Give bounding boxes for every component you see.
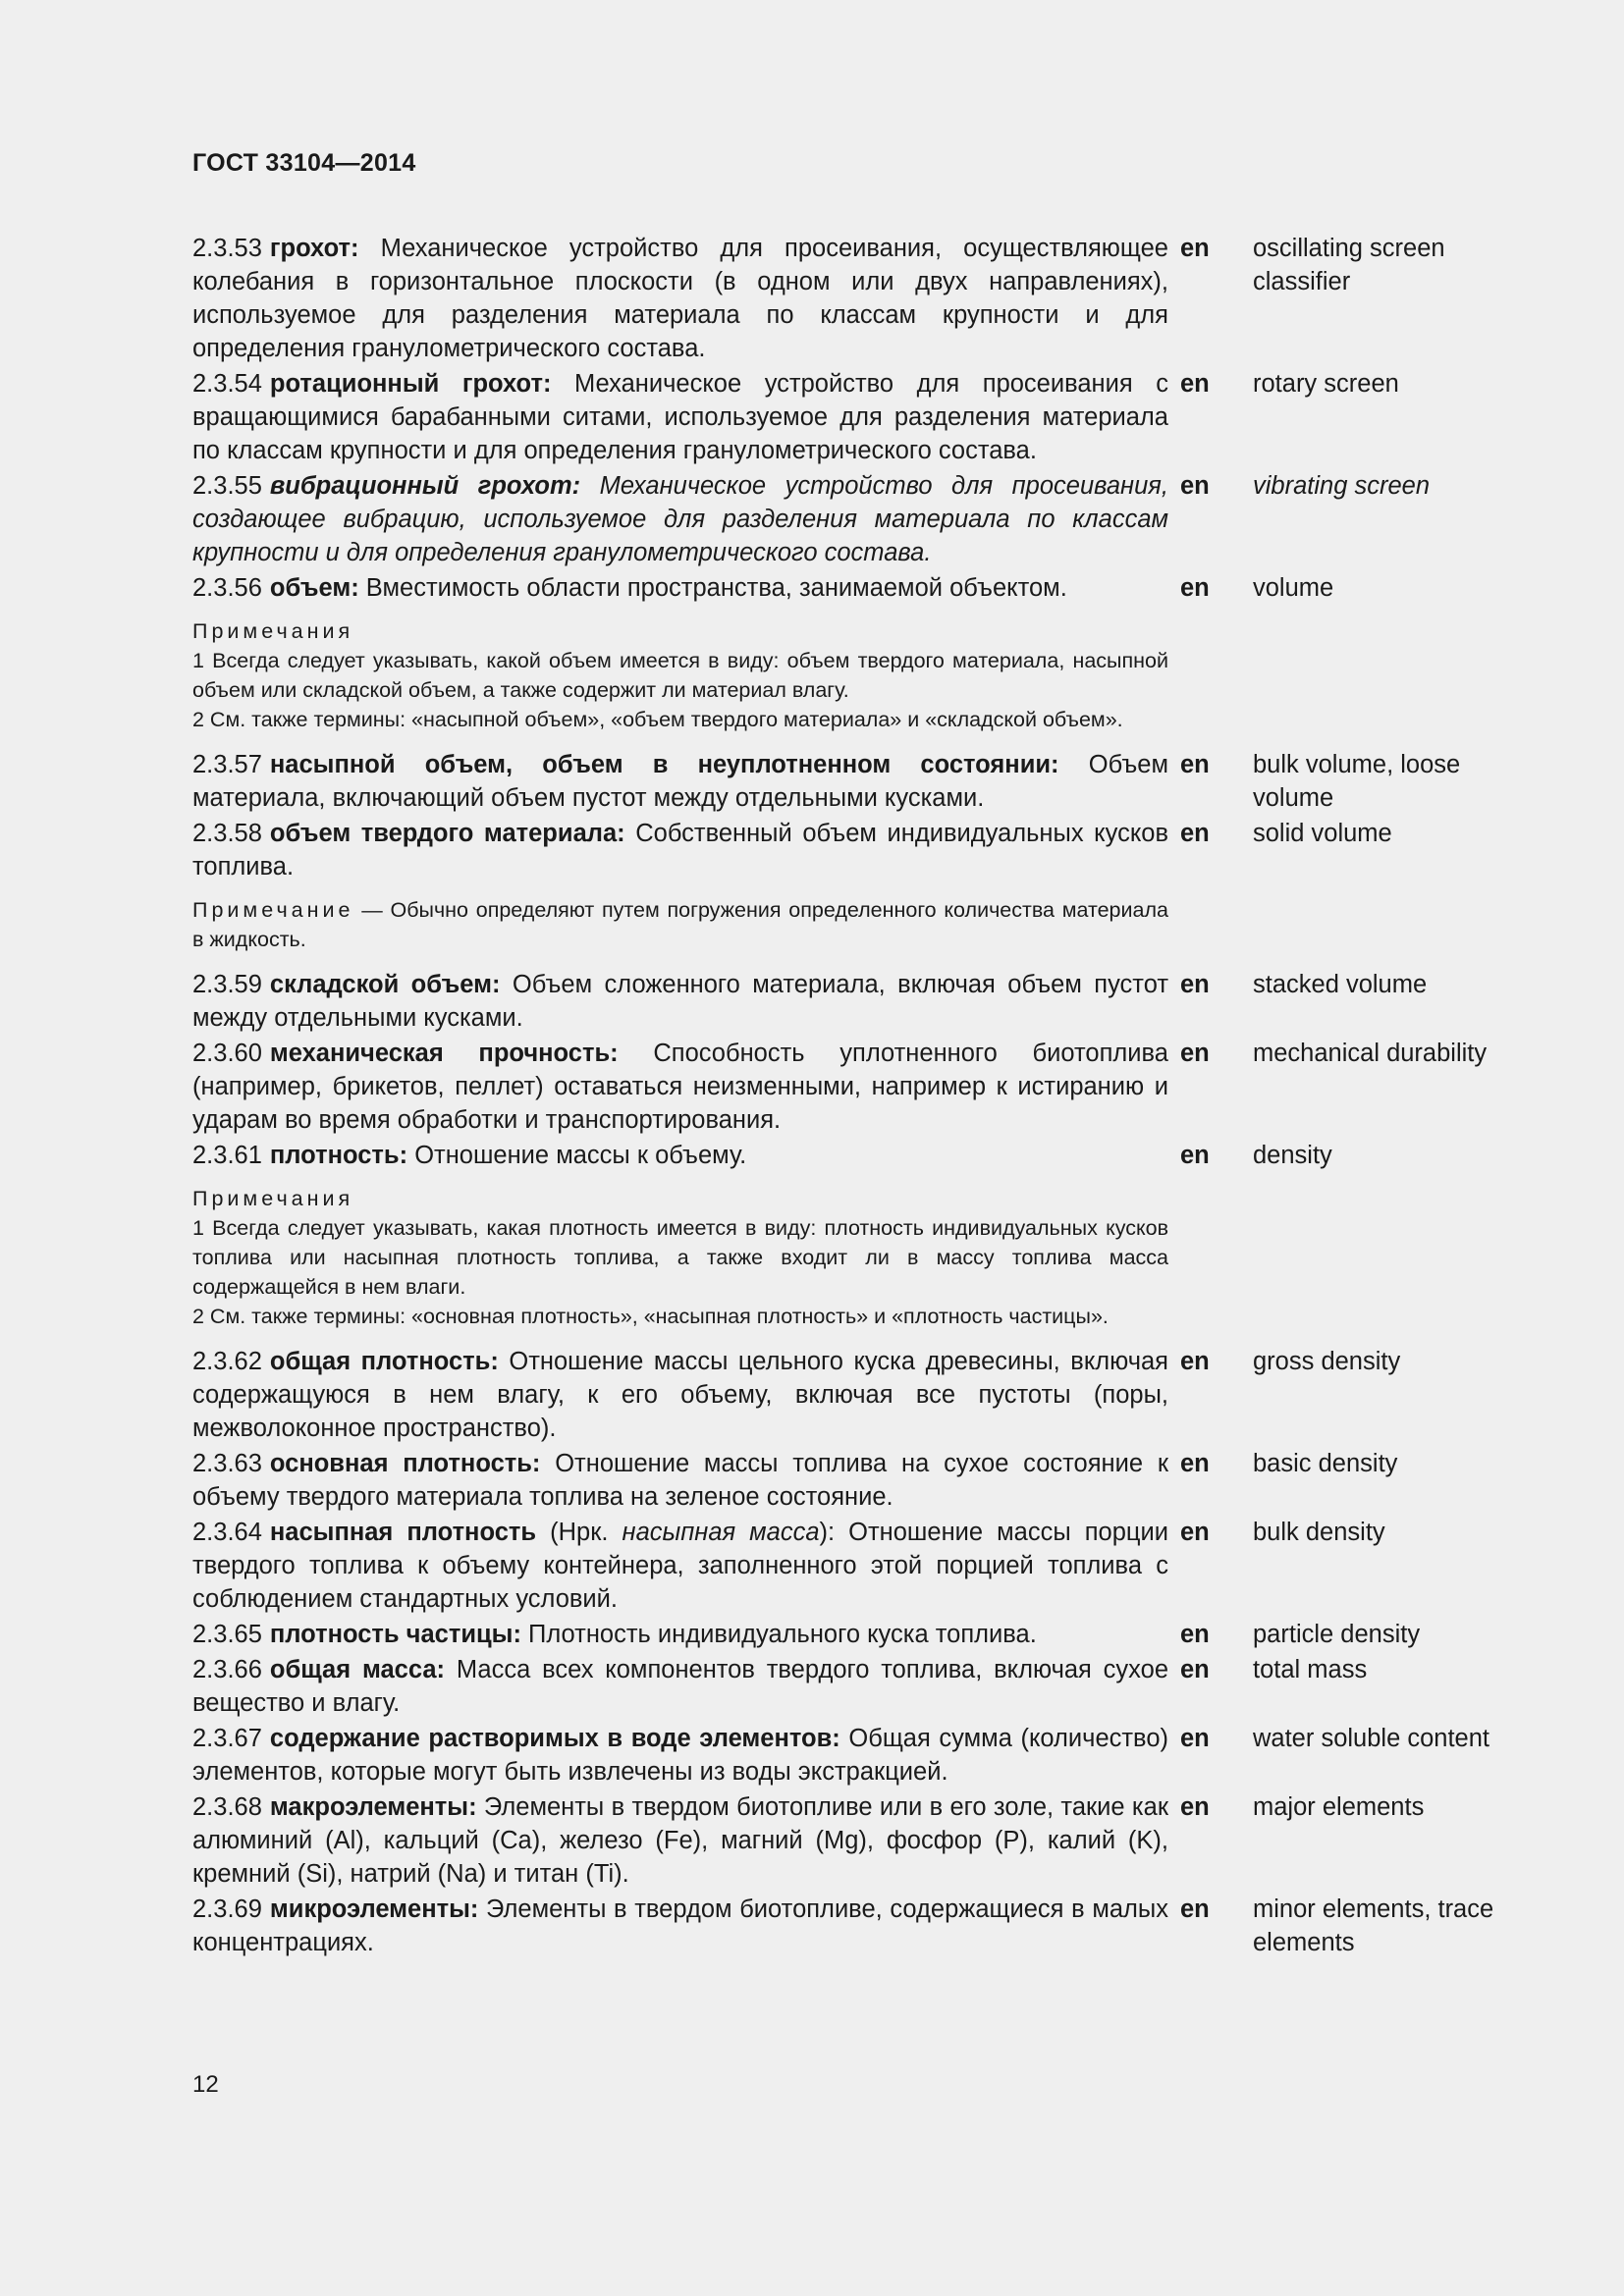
term-definition [192, 232, 1168, 365]
term-name: объем твердого материала: [269, 820, 625, 847]
page-number: 12 [192, 2071, 219, 2098]
lang-code: en [1180, 1040, 1210, 1067]
term-definition [192, 1139, 1168, 1172]
term-entry [192, 968, 1538, 1035]
term-definition [192, 1618, 1168, 1651]
term-number: 2.3.61 [192, 1142, 262, 1169]
term-def: Элементы в твердом биотопливе или в его золе, такие как алюминий (Al), кальций (Ca), железо (Fe), магний (Mg), фосфор (P), калий (K), кремний (Si), натрий (Na) и титан (Ti). [192, 1793, 1168, 1888]
term-name: механическая прочность: [269, 1040, 619, 1067]
note-title: Примечания [192, 619, 354, 643]
note-dash: — [353, 898, 391, 922]
term-name: насыпная плотность [269, 1519, 537, 1546]
term-entry [192, 1618, 1538, 1651]
term-number: 2.3.57 [192, 751, 262, 778]
term-definition [192, 1345, 1168, 1445]
term-equivalent: mechanical durability [1253, 1040, 1488, 1067]
term-equivalent: minor elements, trace elements [1253, 1896, 1494, 1956]
note-block [192, 1184, 1168, 1331]
term-definition [192, 1447, 1168, 1514]
term-name: содержание растворимых в воде элементов: [269, 1725, 840, 1752]
term-definition [192, 1037, 1168, 1137]
term-equivalent: solid volume [1253, 820, 1392, 847]
term-def: Отношение массы к объему. [414, 1142, 747, 1169]
term-def: Плотность индивидуального куска топлива. [528, 1621, 1037, 1648]
term-def: Механическое устройство для просеивания, осуществляющее колебания в горизонтальное плоскости (в одном или двух направлениях), используемое для разделения материала по классам крупности и для определения гранулометрического состава. [192, 235, 1168, 362]
term-entry [192, 1447, 1538, 1514]
term-equivalent: density [1253, 1142, 1332, 1169]
term-deprecated: насыпная масса [622, 1519, 820, 1546]
note-block [192, 616, 1168, 734]
term-number: 2.3.58 [192, 820, 262, 847]
term-entry [192, 1893, 1538, 1959]
term-equivalent: bulk volume, loose volume [1253, 751, 1461, 812]
lang-code: en [1180, 1450, 1210, 1477]
lang-code: en [1180, 1793, 1210, 1821]
note-line: 1 Всегда следует указывать, какой объем имеется в виду: объем твердого материала, насыпной объем или складской объем, а также содержит ли материал влагу. [192, 649, 1168, 702]
term-number: 2.3.69 [192, 1896, 262, 1923]
term-name: грохот: [269, 235, 359, 262]
term-name: ротационный грохот: [269, 370, 552, 398]
term-entry [192, 1722, 1538, 1789]
lang-code: en [1180, 751, 1210, 778]
term-def: Объем материала, включающий объем пустот между отдельными кусками. [192, 751, 1168, 812]
lang-code: en [1180, 1656, 1210, 1683]
term-def: Объем сложенного материала, включая объем пустот между отдельными кусками. [192, 971, 1168, 1032]
term-def-prefix: (Нрк. [550, 1519, 609, 1546]
term-number: 2.3.63 [192, 1450, 262, 1477]
term-number: 2.3.60 [192, 1040, 262, 1067]
term-def: Способность уплотненного биотоплива (например, брикетов, пеллет) оставаться неизменными, например к истиранию и ударам во время обработки и транспортирования. [192, 1040, 1168, 1134]
term-entry [192, 817, 1538, 883]
term-entry [192, 571, 1538, 605]
lang-code: en [1180, 1896, 1210, 1923]
term-equivalent: water soluble content [1253, 1725, 1489, 1752]
term-equivalent: bulk density [1253, 1519, 1385, 1546]
term-number: 2.3.56 [192, 574, 262, 602]
term-def: Отношение массы топлива на сухое состояние к объему твердого материала топлива на зеленое состояние. [192, 1450, 1168, 1511]
term-equivalent: stacked volume [1253, 971, 1428, 998]
term-equivalent: vibrating screen [1253, 472, 1431, 500]
term-number: 2.3.59 [192, 971, 262, 998]
term-number: 2.3.64 [192, 1519, 262, 1546]
term-definition [192, 1722, 1168, 1789]
lang-code: en [1180, 370, 1210, 398]
term-definition [192, 469, 1168, 569]
term-equivalent: gross density [1253, 1348, 1401, 1375]
term-definition [192, 367, 1168, 467]
term-definition [192, 1516, 1168, 1616]
term-equivalent: particle density [1253, 1621, 1421, 1648]
note-line: 2 См. также термины: «основная плотность», «насыпная плотность» и «плотность частицы». [192, 1305, 1109, 1328]
term-entry [192, 232, 1538, 365]
term-name: насыпной объем, объем в неуплотненном состоянии: [269, 751, 1059, 778]
term-def: Масса всех компонентов твердого топлива, включая сухое вещество и влагу. [192, 1656, 1169, 1717]
note-line: 1 Всегда следует указывать, какая плотность имеется в виду: плотность индивидуальных кусков топлива или насыпная плотность топлива, а также входит ли в массу топлива масса содержащейся в нем влаги. [192, 1216, 1168, 1299]
term-number: 2.3.53 [192, 235, 262, 262]
term-name: основная плотность: [269, 1450, 541, 1477]
term-entry [192, 1345, 1538, 1445]
note-line: 2 См. также термины: «насыпной объем», «объем твердого материала» и «складской объем». [192, 708, 1123, 731]
term-entry [192, 1139, 1538, 1172]
lang-code: en [1180, 1348, 1210, 1375]
lang-code: en [1180, 574, 1210, 602]
term-equivalent: basic density [1253, 1450, 1398, 1477]
lang-code: en [1180, 1519, 1210, 1546]
lang-code: en [1180, 1621, 1210, 1648]
term-number: 2.3.67 [192, 1725, 262, 1752]
term-definition [192, 1790, 1168, 1891]
term-entry [192, 1037, 1538, 1137]
term-entry [192, 748, 1538, 815]
lang-code: en [1180, 1142, 1210, 1169]
term-number: 2.3.65 [192, 1621, 262, 1648]
note-text: Обычно определяют путем погружения определенного количества материала в жидкость. [192, 898, 1168, 951]
term-name: плотность: [269, 1142, 408, 1169]
term-entry [192, 1790, 1538, 1891]
term-equivalent: rotary screen [1253, 370, 1399, 398]
term-definition [192, 748, 1168, 815]
term-name: макроэлементы: [269, 1793, 477, 1821]
term-number: 2.3.62 [192, 1348, 262, 1375]
term-name: плотность частицы: [269, 1621, 521, 1648]
term-number: 2.3.68 [192, 1793, 262, 1821]
term-equivalent: oscillating screen classifier [1253, 235, 1445, 295]
term-def: Элементы в твердом биотопливе, содержащиеся в малых концентрациях. [192, 1896, 1168, 1956]
term-def: Отношение массы цельного куска древесины, включая содержащуюся в нем влагу, к его объему, включая все пустоты (поры, межволоконное пространство). [192, 1348, 1168, 1442]
document-header: ГОСТ 33104—2014 [192, 149, 416, 177]
term-name: вибрационный грохот: [269, 472, 581, 500]
term-definition [192, 1653, 1168, 1720]
term-entry [192, 469, 1538, 569]
term-number: 2.3.54 [192, 370, 262, 398]
term-def: Собственный объем индивидуальных кусков топлива. [192, 820, 1168, 881]
term-def: Общая сумма (количество) элементов, которые могут быть извлечены из воды экстракцией. [192, 1725, 1168, 1786]
term-equivalent: major elements [1253, 1793, 1425, 1821]
term-number: 2.3.55 [192, 472, 262, 500]
term-equivalent: volume [1253, 574, 1334, 602]
note-title: Примечания [192, 1187, 354, 1210]
lang-code: en [1180, 1725, 1210, 1752]
lang-code: en [1180, 472, 1210, 500]
term-definition [192, 571, 1168, 605]
lang-code: en [1180, 820, 1210, 847]
terms-list [192, 232, 1538, 1961]
term-def: Механическое устройство для просеивания, создающее вибрацию, используемое для разделения материала по классам крупности и для определения гранулометрического состава. [192, 472, 1168, 566]
term-equivalent: total mass [1253, 1656, 1368, 1683]
term-def: Механическое устройство для просеивания с вращающимися барабанными ситами, используемое для разделения материала по классам крупности и для определения гранулометрического состава. [192, 370, 1168, 464]
term-entry [192, 367, 1538, 467]
term-entry [192, 1516, 1538, 1616]
term-entry [192, 1653, 1538, 1720]
term-name: складской объем: [269, 971, 501, 998]
note-title: Примечание [192, 898, 354, 922]
term-def: Вместимость области пространства, занимаемой объектом. [365, 574, 1067, 602]
note-block [192, 895, 1168, 954]
term-name: микроэлементы: [269, 1896, 479, 1923]
term-name: общая плотность: [269, 1348, 499, 1375]
term-name: объем: [269, 574, 359, 602]
lang-code: en [1180, 971, 1210, 998]
term-number: 2.3.66 [192, 1656, 262, 1683]
term-name: общая масса: [269, 1656, 446, 1683]
term-definition [192, 817, 1168, 883]
term-def: ): Отношение массы порции твердого топлива к объему контейнера, заполненного этой порцией топлива с соблюдением стандартных условий. [192, 1519, 1168, 1613]
term-definition [192, 968, 1168, 1035]
term-definition [192, 1893, 1168, 1959]
lang-code: en [1180, 235, 1210, 262]
